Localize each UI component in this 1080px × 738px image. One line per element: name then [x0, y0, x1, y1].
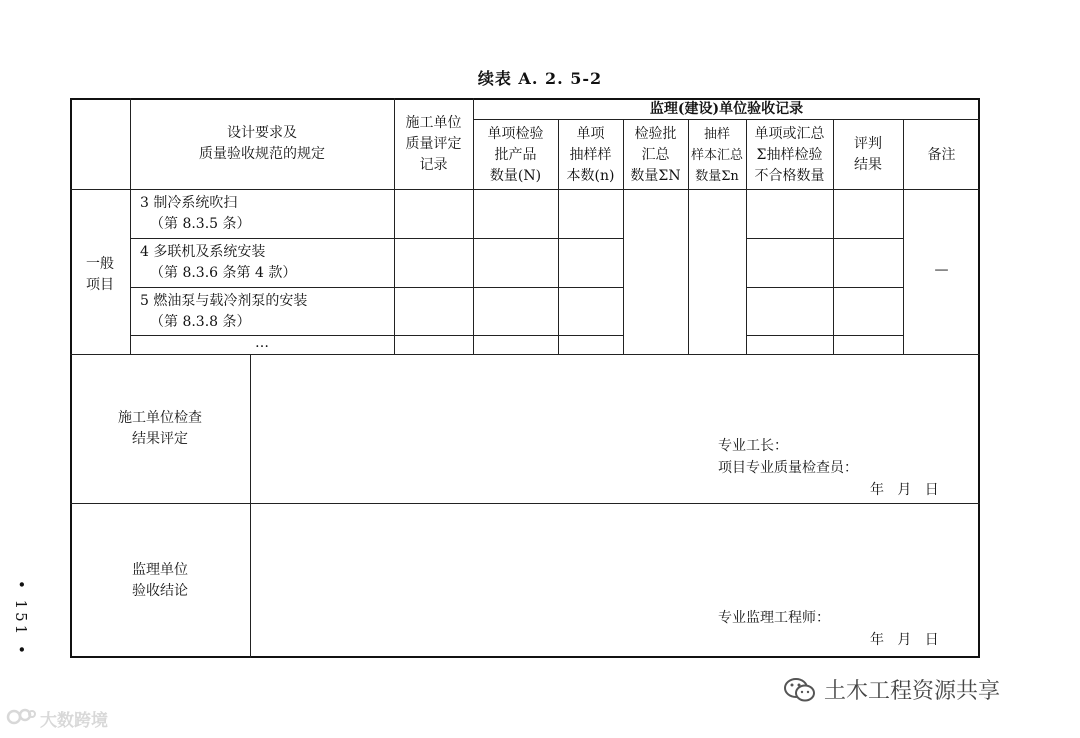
remarks-dash: —: [934, 262, 949, 278]
col-header-batch-sum: 检验批 汇总 数量ΣN: [630, 126, 681, 184]
supervising-engineer-label: 专业监理工程师：: [718, 610, 830, 626]
header-bottom-line: [70, 189, 980, 190]
foreman-label: 专业工长：: [718, 438, 788, 454]
col-header-failure-count: 单项或汇总 Σ抽样检验 不合格数量: [754, 126, 825, 184]
section-line-2: [70, 503, 980, 504]
col-header-remarks: 备注: [927, 147, 956, 163]
wechat-icon: [783, 677, 817, 703]
col-header-batch-quantity: 单项检验 批产品 数量(N): [487, 126, 544, 184]
row-line-2b: [746, 287, 903, 288]
col-header-sample-sum: 抽样 样本汇总 数量Σn: [690, 127, 743, 184]
supervision-header: 监理(建设)单位验收记录: [649, 101, 804, 117]
supervision-date: 年 月 日: [870, 632, 939, 648]
col-line-bottom-label: [250, 354, 251, 658]
design-requirements-header: 设计要求及 质量验收规范的规定: [199, 125, 325, 162]
construction-date: 年 月 日: [870, 482, 939, 498]
ellipsis: …: [255, 335, 269, 351]
page-number: • 151 •: [12, 580, 30, 657]
item-name: 5 燃油泵与载冷剂泵的安装: [140, 293, 308, 309]
quality-inspector-label: 项目专业质量检查员：: [718, 460, 858, 476]
row-line-3b: [746, 335, 903, 336]
item-name: 4 多联机及系统安装: [140, 244, 266, 260]
construction-record-header: 施工单位 质量评定 记录: [405, 115, 462, 173]
construction-check-label: 施工单位检查 结果评定: [118, 410, 202, 447]
watermark-left: 大数跨境: [40, 711, 108, 731]
watermark-logo-icon: [6, 706, 36, 728]
item-clause: （第 8.3.5 条）: [150, 216, 251, 232]
row-line-2a: [130, 287, 623, 288]
general-items-label: 一般 项目: [86, 256, 114, 293]
col-header-judgment: 评判 结果: [854, 136, 882, 173]
section-line-1: [70, 354, 980, 355]
table-title: 续表 A. 2. 5-2: [477, 69, 603, 88]
item-clause: （第 8.3.6 条第 4 款）: [150, 265, 297, 281]
item-clause: （第 8.3.8 条）: [150, 314, 251, 330]
row-line-1a: [130, 238, 623, 239]
item-name: 3 制冷系统吹扫: [140, 195, 238, 211]
supervision-conclusion-label: 监理单位 验收结论: [132, 562, 188, 599]
watermark-right: 土木工程资源共享: [824, 679, 1001, 704]
col-header-sample-count: 单项 抽样样 本数(n): [566, 126, 615, 184]
row-line-1b: [746, 238, 903, 239]
